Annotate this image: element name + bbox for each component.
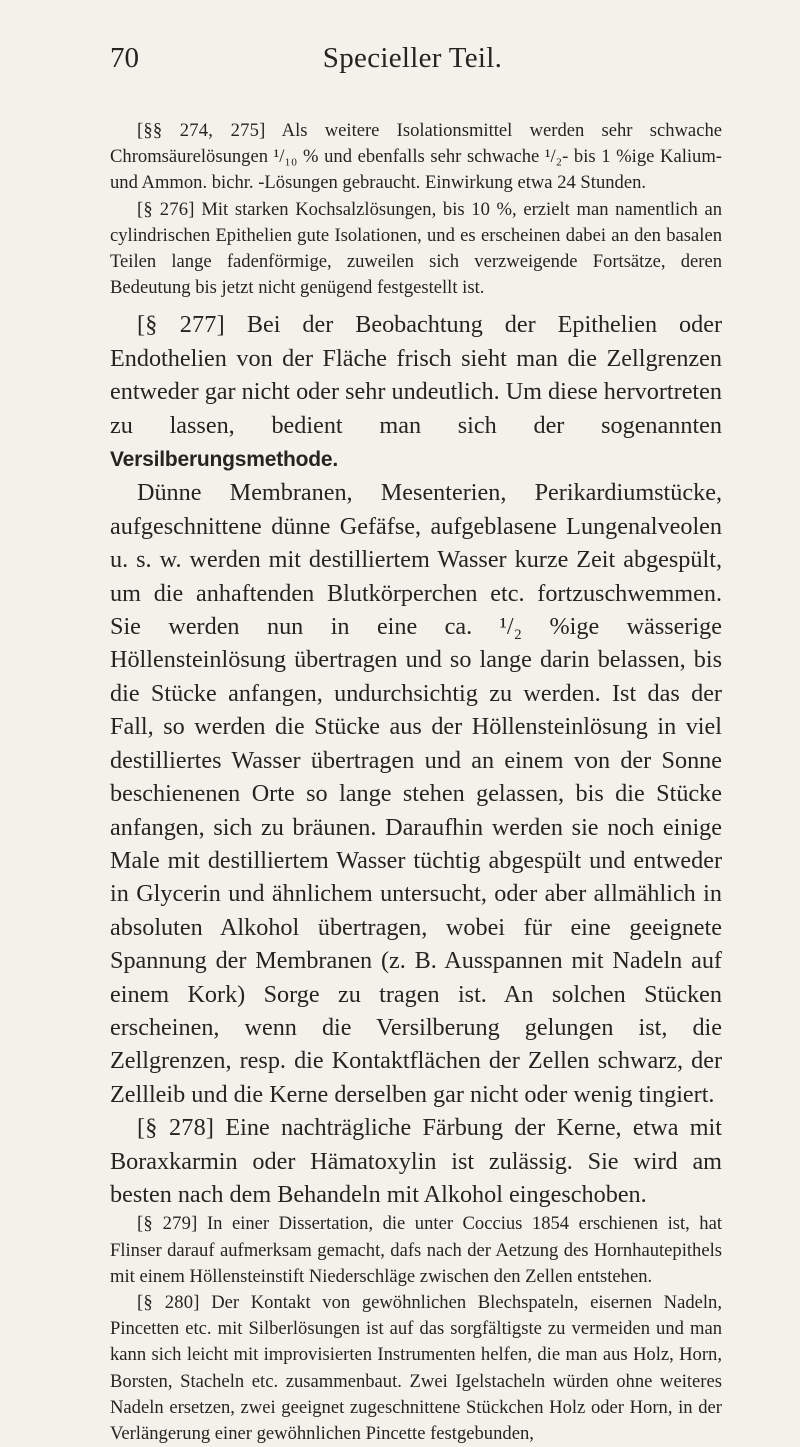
paragraph-text: Dünne Membranen, Mesenterien, Perikardiumstücke, aufgeschnittene dünne Gefäfse, aufgeblasene Lungenalveolen u. s. w. werden mit destilliertem Wasser kurze Zeit abgespült, um die anhaftenden Blutkörperchen etc. fortzuschwemmen. Sie werden nun in eine ca. ¹/₂ %ige wässerige Höllensteinlösung übertragen und so lange darin belassen, bis die Stücke anfangen, undurchsichtig zu werden. Ist das der Fall, so werden die Stücke aus der Höllensteinlösung in viel destilliertes Wasser übertragen und an einem von der Sonne beschienenen Orte so lange stehen gelassen, bis die Stücke anfangen, sich zu bräunen. Daraufhin werden sie noch einige Male mit destilliertem Wasser tüchtig abgespült und entweder in Glycerin und ähnlichem untersucht, oder aber allmählich in absoluten Alkohol übertragen, wobei für eine geeignete Spannung der Membranen (z. B. Ausspannen mit Nadeln auf einem Kork) Sorge zu tragen ist. An solchen Stücken erscheinen, wenn die Versilberung gelungen ist, die Zellgrenzen, resp. die Kontaktflächen der Zellen schwarz, der Zellleib und die Kerne derselben gar nicht oder wenig tingiert. bbox=[110, 479, 722, 1108]
paragraph-text: Eine nachträgliche Färbung der Kerne, etwa mit Boraxkarmin oder Hämatoxylin ist zulässig. Sie wird am besten nach dem Behandeln mit Alkohol eingeschoben. bbox=[110, 1114, 723, 1208]
section-marker: [§ 277] bbox=[137, 311, 225, 339]
paragraph-279 bbox=[110, 1211, 722, 1290]
paragraph-text: In einer Dissertation, die unter Coccius 1854 erschienen ist, hat Flinser darauf aufmerksam gemacht, dafs nach der Aetzung des Hornhautepithels mit einem Höllensteinstift Niederschläge zwischen den Zellen entstehen. bbox=[110, 1213, 722, 1287]
running-head: Specieller Teil. bbox=[322, 42, 503, 74]
section-marker: [§§ 274, 275] bbox=[137, 120, 266, 141]
section-marker: [§ 278] bbox=[137, 1114, 215, 1142]
section-marker: [§ 279] bbox=[137, 1213, 198, 1235]
page-number: 70 bbox=[110, 42, 139, 74]
paragraph-text: Als weitere Isolationsmittel werden sehr schwache Chromsäurelösungen ¹/₁₀ % und ebenfalls sehr schwache ¹/₂- bis 1 %ige Kalium- und Ammon. bichr. -Lösungen gebraucht. Einwirkung etwa 24 Stunden. bbox=[110, 120, 722, 194]
page-header bbox=[110, 42, 715, 82]
section-marker: [§ 276] bbox=[137, 198, 195, 220]
paragraph-276 bbox=[110, 197, 722, 302]
paragraph-274-275 bbox=[110, 118, 722, 197]
paragraph-text: Der Kontakt von gewöhnlichen Blechspateln, eisernen Nadeln, Pincetten etc. mit Silberlösungen ist auf das sorgfältigste zu vermeiden und man kann sich leicht mit improvisierten Instrumenten helfen, die man aus Holz, Horn, Borsten, Stacheln etc. zusammenbaut. Zwei Igelstacheln würden ohne weiteres Nadeln ersetzen, zwei geeignet zugeschnittene Stückchen Holz oder Horn, in der Verlängerung einer gewöhnlichen Pincette festgebunden, bbox=[110, 1292, 722, 1445]
paragraph-text: Mit starken Kochsalzlösungen, bis 10 %, erzielt man namentlich an cylindrischen Epithelien gute Isolationen, und es erscheinen dabei an den basalen Teilen lange fadenförmige, zuweilen sich verzweigende Fortsätze, deren Bedeutung bis jetzt nicht genügend festgestellt ist. bbox=[110, 198, 723, 299]
paragraph-method-description bbox=[110, 476, 722, 1111]
page-body bbox=[110, 118, 722, 1447]
paragraph-280 bbox=[110, 1290, 722, 1447]
method-name: Versilberungsmethode. bbox=[110, 448, 339, 472]
paragraph-278 bbox=[110, 1111, 722, 1211]
paragraph-text: Bei der Beobachtung der Epithelien oder Endothelien von der Fläche frisch sieht man die Zellgrenzen entweder gar nicht oder sehr undeutlich. Um diese hervortreten zu lassen, bedient man sich der sogenannten bbox=[110, 311, 722, 439]
paragraph-277 bbox=[110, 308, 722, 476]
section-marker: [§ 280] bbox=[137, 1292, 200, 1313]
